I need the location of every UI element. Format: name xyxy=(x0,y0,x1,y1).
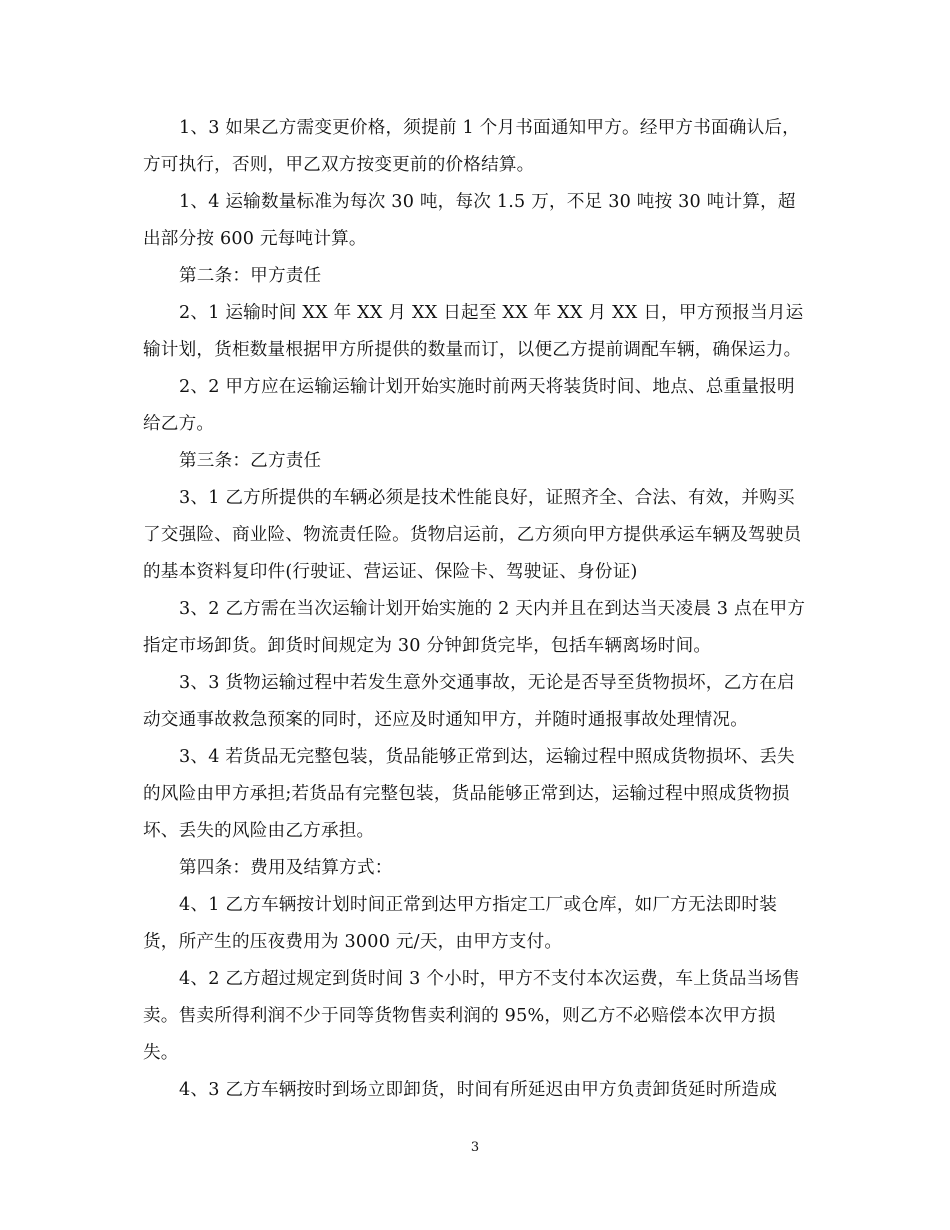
clause-2-1: 2、1 运输时间 XX 年 XX 月 XX 日起至 XX 年 XX 月 XX 日，甲方预报当月运输计划，货柜数量根据甲方所提供的数量而订，以便乙方提前调配车辆，确保运力。 xyxy=(143,303,804,360)
clause-2-2: 2、2 甲方应在运输运输计划开始实施时前两天将装货时间、地点、总重量报明给乙方。 xyxy=(143,377,795,434)
clause-1-4: 1、4 运输数量标准为每次 30 吨，每次 1.5 万，不足 30 吨按 30 吨计算，超出部分按 600 元每吨计算。 xyxy=(143,192,796,249)
page-number: 3 xyxy=(470,1140,480,1155)
section-heading-2: 第二条：甲方责任 xyxy=(179,266,322,286)
section-heading-3: 第三条：乙方责任 xyxy=(179,451,322,471)
clause-4-3: 4、3 乙方车辆按时到场立即卸货，时间有所延迟由甲方负责卸货延时所造成 xyxy=(179,1080,777,1100)
clause-3-4: 3、4 若货品无完整包装，货品能够正常到达，运输过程中照成货物损坏、丢失的风险由甲方承担;若货品有完整包装，货品能够正常到达，运输过程中照成货物损坏、丢失的风险由乙方承担。 xyxy=(143,747,795,841)
section-heading-4: 第四条：费用及结算方式： xyxy=(179,858,393,878)
document-body xyxy=(143,110,811,1109)
clause-4-2: 4、2 乙方超过规定到货时间 3 个小时，甲方不支付本次运费，车上货品当场售卖。售卖所得利润不少于同等货物售卖利润的 95%，则乙方不必赔偿本次甲方损失。 xyxy=(143,969,800,1063)
clause-3-2: 3、2 乙方需在当次运输计划开始实施的 2 天内并且在到达当天凌晨 3 点在甲方指定市场卸货。卸货时间规定为 30 分钟卸货完毕，包括车辆离场时间。 xyxy=(143,599,806,656)
clause-3-3: 3、3 货物运输过程中若发生意外交通事故，无论是否导至货物损坏，乙方在启动交通事故救急预案的同时，还应及时通知甲方，并随时通报事故处理情况。 xyxy=(143,673,795,730)
clause-4-1: 4、1 乙方车辆按计划时间正常到达甲方指定工厂或仓库，如厂方无法即时装货，所产生的压夜费用为 3000 元/天，由甲方支付。 xyxy=(143,895,777,952)
clause-1-3: 1、3 如果乙方需变更价格，须提前 1 个月书面通知甲方。经甲方书面确认后，方可执行，否则，甲乙双方按变更前的价格结算。 xyxy=(143,118,800,175)
clause-3-1: 3、1 乙方所提供的车辆必须是技术性能良好，证照齐全、合法、有效，并购买了交强险、商业险、物流责任险。货物启运前，乙方须向甲方提供承运车辆及驾驶员的基本资料复印件(行驶证、营运证、保险卡、驾驶证、身份证) xyxy=(143,488,802,582)
